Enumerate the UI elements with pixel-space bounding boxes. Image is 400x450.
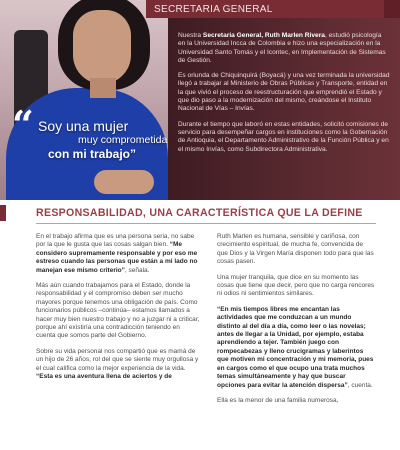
right-column-paragraph-text: , cuenta. xyxy=(347,381,373,389)
left-column-paragraph-text: En el trabajo afirma que es una persona seria, no sabe por la que le gusta que las cosas salgan bien. xyxy=(36,233,195,249)
section-tag xyxy=(146,0,400,18)
portrait-hands xyxy=(94,170,154,194)
right-column-paragraph xyxy=(217,233,375,267)
left-column xyxy=(36,233,200,389)
section-tag-corner xyxy=(384,0,400,18)
article-headline: RESPONSABILIDAD, UNA CARACTERÍSTICA QUE LA DEFINE xyxy=(36,207,363,219)
right-column-paragraph-highlight: “En mis tiempos libres me encantan las actividades que me conduzcan a un mundo distinto al del día a día, como leer o las novelas; antes de llegar a la Unidad, por ejemplo, estaba aprendiendo a tejer. También juego con rompecabezas y lleno crucigramas y laberintos que motiven mi concentración y mi memoria, pues en cargos como el que ocupo una trata muchos temas simultáneamente y hay que buscar opciones para evitar la atención dispersa” xyxy=(217,305,374,389)
left-column-paragraph xyxy=(36,233,200,275)
right-column-paragraph xyxy=(217,306,375,390)
portrait-photo xyxy=(0,0,168,200)
pull-quote-line-1: Soy una mujer xyxy=(38,118,129,134)
right-column-paragraph-text: Ella es la menor de una familia numerosa, xyxy=(217,396,339,404)
bio-paragraph-text: Durante el tiempo que laboró en estas entidades, solicitó comisiones de servicio para desempeñar cargos en instituciones como la Gobernación de Antioquia, el Departamento Administrativo de la Función Pública y en el mismo Invías, como Subdirectora Administrativa. xyxy=(178,120,389,153)
headline-rule xyxy=(36,223,376,224)
portrait-face xyxy=(73,10,131,84)
left-column-paragraph-highlight: “Me considero supremamente responsable y por eso me estreso cuando las personas que están a mi lado no manejan ese mismo criterio” xyxy=(36,241,198,274)
left-column-paragraph-highlight: “Esta es una aventura llena de aciertos y de xyxy=(36,373,172,381)
bio-paragraph-text: , estudió psicología en la Universidad Incca de Colombia e hizo una especialización en la Universidad Santo Tomás y el Icontec, en Implementación de Sistemas de Gestión. xyxy=(178,32,386,64)
bio-paragraph xyxy=(178,121,390,154)
bio-paragraph-text: Nuestra xyxy=(178,32,203,39)
section-tag-label: SECRETARIA GENERAL xyxy=(154,3,273,15)
pull-quote-line-2: muy comprometida xyxy=(78,134,168,146)
right-column xyxy=(217,233,375,412)
pull-quote-line-3: con mi trabajo” xyxy=(48,147,137,161)
right-column-paragraph-text: Una mujer tranquila, que dice en su momento las cosas que tiene que decir, pero que no carga rencores ni odios ni sentimientos similares. xyxy=(217,273,375,298)
bio-paragraph-highlight: Secretaria General, Ruth Marlen Rivera xyxy=(202,32,325,39)
right-column-paragraph xyxy=(217,274,375,299)
right-column-paragraph xyxy=(217,397,375,405)
bio-paragraph-text: Es oriunda de Chiquinquirá (Boyacá) y una vez terminada la universidad llegó a trabajar al Ministerio de Obras Públicas y Transporte, entidad en la que vivió el proceso de reestructuración que emprendió el Estado y que dio paso a la modernización del mismo, creándose el Instituto Nacional de Vías – Invías. xyxy=(178,72,390,113)
bio-paragraph xyxy=(178,72,390,113)
bio-text xyxy=(178,32,390,161)
left-column-paragraph-text: Más aún cuando trabajamos para el Estado, donde la responsabilidad y el compromiso deben ser mucho mayores porque tenemos una obligación de país. Como funcionarios públicos –continúa– estamos llamados a hacer muy bien nuestro trabajo y no a juzgar ni a criticar, porque ahí existiría una contradicción teniendo en cuenta que somos parte del Gobierno. xyxy=(36,282,200,340)
bio-paragraph xyxy=(178,32,390,65)
left-column-paragraph xyxy=(36,348,200,382)
headline-accent xyxy=(0,205,6,221)
hero-banner xyxy=(0,0,400,200)
left-column-paragraph xyxy=(36,282,200,341)
right-column-paragraph-text: Ruth Marlen es humana, sensible y cariñosa, con crecimiento espiritual, de mucha fe, convencida de que Dios y la Virgen María disponen todo para que las cosas pasen. xyxy=(217,233,374,266)
left-column-paragraph-text: , señala. xyxy=(124,266,150,274)
left-column-paragraph-text: Sobre su vida personal nos compartió que es mamá de un hijo de 26 años, rol del que se siente muy orgullosa y el cual califica como la mejor experiencia de la vida. xyxy=(36,347,199,372)
quote-mark-icon: “ xyxy=(12,102,34,147)
portrait-neck xyxy=(90,78,116,98)
